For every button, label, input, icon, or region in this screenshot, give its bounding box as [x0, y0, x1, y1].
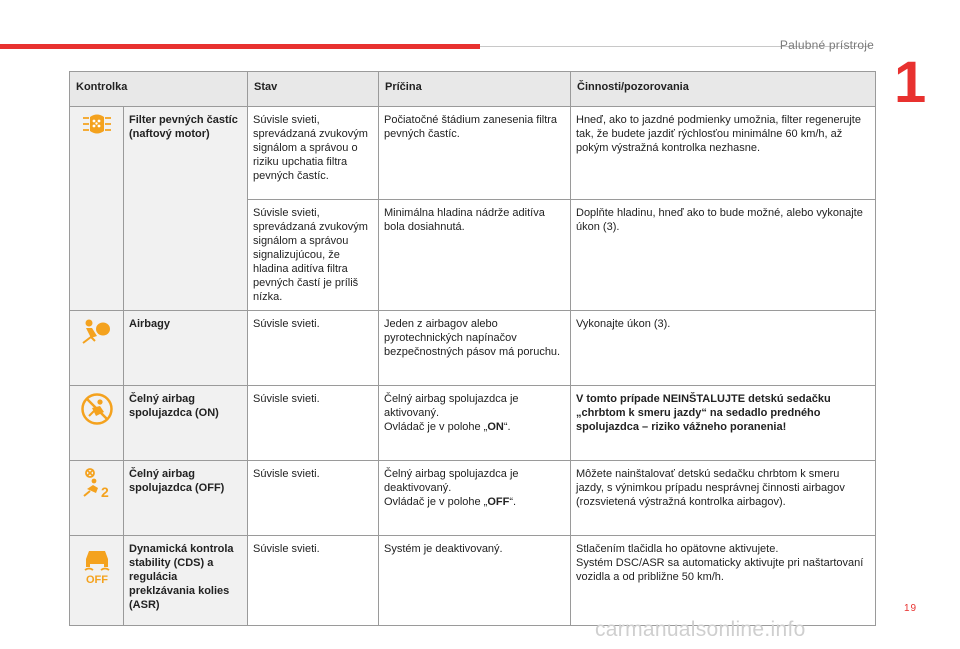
col-header-stav: Stav: [248, 72, 379, 107]
icon-cell: [70, 461, 124, 536]
pricina-line: Ovládač je v polohe „ON“.: [384, 421, 511, 433]
light-name: Čelný airbag spolujazdca (OFF): [124, 461, 248, 536]
cinnosti-line: Stlačením tlačidla ho opätovne aktivujete.: [576, 543, 779, 555]
chapter-number: 1: [894, 50, 927, 115]
pricina-cell: Počiatočné štádium zanesenia filtra pevných častíc.: [379, 107, 571, 200]
particle-filter-icon: [81, 126, 113, 138]
stav-cell: Súvisle svieti.: [248, 311, 379, 386]
stav-cell: Súvisle svieti, sprevádzaná zvukovým signálom a správou signalizujúcou, že hladina aditíva filtra pevných častí je príliš nízka.: [248, 200, 379, 311]
pricina-line: Ovládač je v polohe „OFF“.: [384, 496, 517, 508]
icon-cell: [70, 386, 124, 461]
icon-cell: [70, 107, 124, 311]
passenger-airbag-off-icon: [80, 484, 114, 502]
table-row: [70, 461, 876, 536]
cinnosti-cell: Môžete nainštalovať detskú sedačku chrbtom k smeru jazdy, s výnimkou prípadu nesprávnej činnosti airbagov (rozsvietená výstražná kontrolka airbagov).: [571, 461, 876, 536]
stability-control-off-icon: [80, 575, 114, 587]
warning-lights-table: [69, 71, 876, 626]
pricina-cell: [379, 461, 571, 536]
light-name: Airbagy: [124, 311, 248, 386]
pricina-cell: Systém je deaktivovaný.: [379, 536, 571, 626]
table-row: [70, 386, 876, 461]
pricina-cell: Jeden z airbagov alebo pyrotechnických napínačov bezpečnostných pásov má poruchu.: [379, 311, 571, 386]
header-accent-bar: [0, 44, 480, 49]
table-row: [70, 536, 876, 626]
cinnosti-line: Systém DSC/ASR sa automaticky aktivujte pri naštartovaní vozidla a od približne 50 km/h.: [576, 557, 864, 583]
pricina-cell: [379, 386, 571, 461]
icon-cell: [70, 311, 124, 386]
light-name: Dynamická kontrola stability (CDS) a regulácia preklzávania kolies (ASR): [124, 536, 248, 626]
stav-cell: Súvisle svieti.: [248, 386, 379, 461]
watermark: carmanualsonline.info: [595, 618, 806, 641]
icon-off-label: OFF: [85, 574, 108, 584]
table-header-row: [70, 72, 876, 107]
cinnosti-cell: Doplňte hladinu, hneď ako to bude možné, alebo vykonajte úkon (3).: [571, 200, 876, 311]
pricina-cell: Minimálna hladina nádrže aditíva bola dosiahnutá.: [379, 200, 571, 311]
stav-cell: Súvisle svieti, sprevádzaná zvukovým signálom a správou o riziku upchatia filtra pevných častíc.: [248, 107, 379, 200]
icon-cell: [70, 536, 124, 626]
page-number: 19: [904, 603, 918, 614]
cinnosti-cell: Hneď, ako to jazdné podmienky umožnia, filter regenerujte tak, že budete jazdiť rýchlosťou minimálne 60 km/h, až pokým výstražná kontrolka nezhasne.: [571, 107, 876, 200]
col-header-cinnosti: Činnosti/pozorovania: [571, 72, 876, 107]
light-name: Čelný airbag spolujazdca (ON): [124, 386, 248, 461]
col-header-kontrolka: Kontrolka: [70, 72, 248, 107]
icon-number: 2: [100, 484, 109, 499]
light-name: Filter pevných častíc (naftový motor): [124, 107, 248, 311]
table-row: [70, 311, 876, 386]
airbag-icon: [81, 336, 113, 348]
cinnosti-cell: Vykonajte úkon (3).: [571, 311, 876, 386]
pricina-line: Čelný airbag spolujazdca je aktivovaný.: [384, 393, 519, 419]
pricina-line: Čelný airbag spolujazdca je deaktivovaný.: [384, 468, 519, 494]
stav-cell: Súvisle svieti.: [248, 461, 379, 536]
passenger-airbag-on-icon: [80, 417, 114, 429]
col-header-pricina: Príčina: [379, 72, 571, 107]
section-title: Palubné prístroje: [779, 38, 874, 52]
cinnosti-cell: V tomto prípade NEINŠTALUJTE detskú sedačku „chrbtom k smeru jazdy“ na sedadlo predného spolujazdca – riziko vážneho poranenia!: [571, 386, 876, 461]
table-row: [70, 107, 876, 200]
stav-cell: Súvisle svieti.: [248, 536, 379, 626]
cinnosti-cell: [571, 536, 876, 626]
